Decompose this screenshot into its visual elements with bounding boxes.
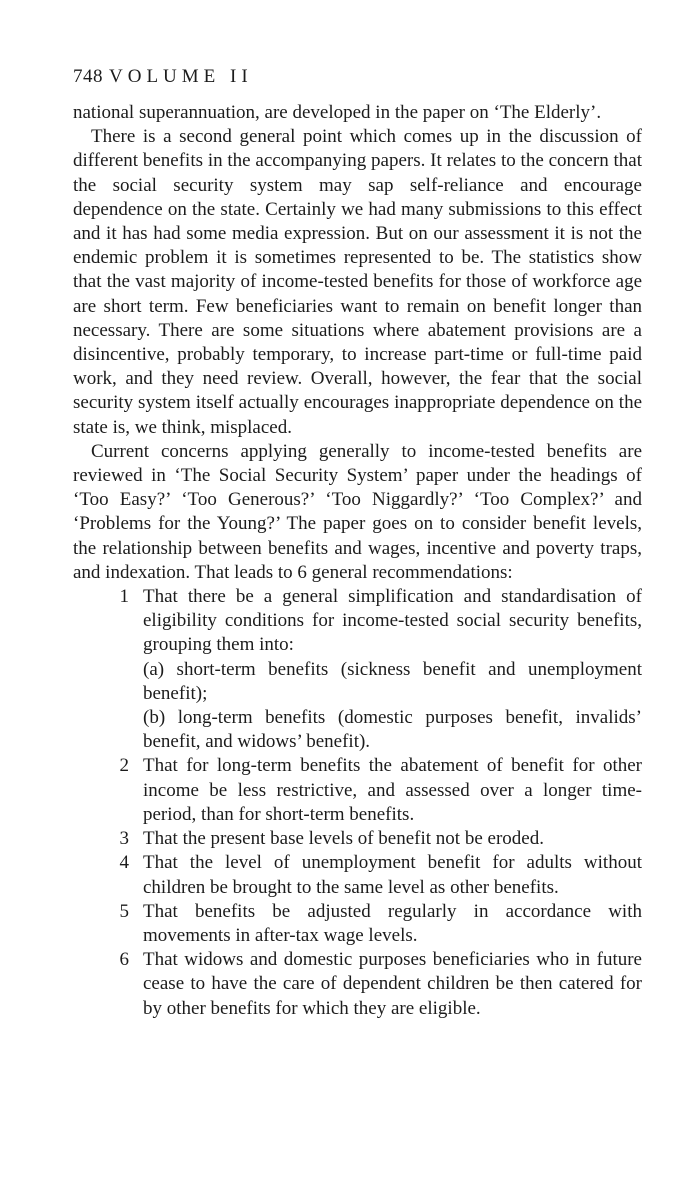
recommendation-3 — [73, 827, 642, 851]
recommendation-sub-a: (a) short-term benefits (sickness benefit and unemployment benefit); — [143, 658, 642, 704]
recommendation-1 — [73, 585, 642, 754]
recommendation-sub-b: (b) long-term benefits (domestic purposes benefit, invalids’ benefit, and widows’ benefit). — [143, 707, 642, 753]
recommendation-2 — [73, 754, 642, 827]
recommendation-number: 4 — [119, 852, 129, 874]
paragraph-self-reliance: There is a second general point which comes up in the discussion of different benefits in the accompanying papers. It relates to the concern that the social security system may sap self-reliance and encourage dependence on the state. Certainly we had many submissions to this effect and it has had some media expression. But on our assessment it is not the endemic problem it is sometimes represented to be. The statistics show that the vast majority of income-tested benefits for those of workforce age are short term. Few beneficiaries want to remain on benefit longer than necessary. There are some situations where abatement provisions are a disincentive, probably temporary, to increase part-time or full-time paid work, and they need review. Overall, however, the fear that the social security system itself actually encourages inappropriate dependence on the state is, we think, misplaced. — [73, 126, 642, 438]
recommendation-text: That the present base levels of benefit not be eroded. — [143, 828, 544, 850]
page-number: 748 — [73, 66, 103, 87]
recommendation-6 — [73, 948, 642, 1021]
recommendation-number: 2 — [119, 755, 129, 777]
recommendation-5 — [73, 900, 642, 948]
recommendations-list — [73, 585, 642, 1021]
volume-label: VOLUME II — [109, 66, 253, 87]
recommendation-4 — [73, 851, 642, 899]
recommendation-number: 6 — [119, 949, 129, 971]
recommendation-text: That there be a general simplification and standardisation of eligibility conditions for income-tested social security benefits, grouping them into: — [143, 586, 642, 656]
recommendation-number: 1 — [119, 586, 129, 608]
recommendation-text: That benefits be adjusted regularly in accordance with movements in after-tax wage levels. — [143, 900, 642, 946]
recommendation-number: 3 — [119, 828, 129, 850]
recommendation-text: That widows and domestic purposes beneficiaries who in future cease to have the care of dependent children be then catered for by other benefits for which they are eligible. — [143, 949, 642, 1019]
running-head — [73, 66, 642, 88]
paragraph-current-concerns: Current concerns applying generally to income-tested benefits are reviewed in ‘The Social Security System’ paper under the headings of ‘Too Easy?’ ‘Too Generous?’ ‘Too Niggardly?’ ‘Too Complex?’ and ‘Problems for the Young?’ The paper goes on to consider benefit levels, the relationship between benefits and wages, incentive and poverty traps, and indexation. That leads to 6 general recommendations: — [73, 440, 642, 583]
recommendation-number: 5 — [119, 900, 129, 922]
recommendation-text: That for long-term benefits the abatement of benefit for other income be less restrictive, and assessed over a longer time-period, than for short-term benefits. — [143, 755, 642, 825]
paragraph-continuation: national superannuation, are developed in the paper on ‘The Elderly’. — [73, 102, 602, 123]
recommendation-text: That the level of unemployment benefit for adults without children be brought to the same level as other benefits. — [143, 852, 642, 898]
